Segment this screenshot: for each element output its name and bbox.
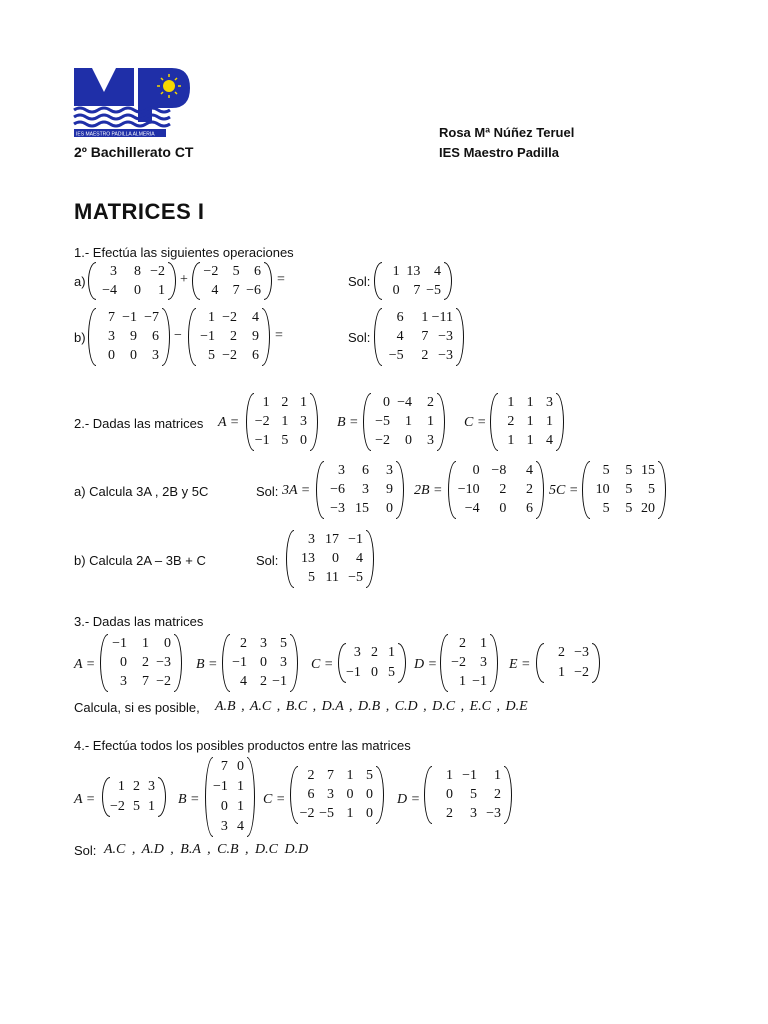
- matrix-cell: −11: [431, 309, 453, 325]
- matrix-cell: 2: [427, 394, 434, 410]
- matrix-cell: 2: [494, 786, 501, 802]
- matrix-cell: 3: [120, 674, 127, 690]
- matrix-cell: −1: [472, 674, 487, 690]
- school-name: IES Maestro Padilla: [439, 145, 559, 160]
- matrix-cell: 1: [262, 394, 270, 410]
- p1-heading: 1.- Efectúa las siguientes operaciones: [74, 245, 294, 260]
- matrix-cell: 3: [108, 328, 115, 344]
- matrix-cell: 7: [108, 309, 115, 325]
- matrix-cell: −2: [451, 654, 466, 670]
- matrix-cell: 4: [525, 462, 533, 478]
- matrix-cell: 0: [237, 759, 244, 774]
- matrix-cell: 0: [332, 550, 339, 566]
- matrix-cell: 1: [208, 309, 215, 325]
- right-parenthesis: [556, 393, 564, 451]
- matrix-cell: 0: [446, 786, 453, 802]
- matrix-cell: 1: [158, 282, 165, 298]
- p1-b-matrix-1: [88, 308, 170, 366]
- matrix-cell: 3: [308, 531, 315, 547]
- right-parenthesis: [158, 777, 166, 817]
- equals-sign: =: [277, 272, 285, 287]
- matrix-cell: 2: [558, 645, 565, 660]
- matrix-cell: −2: [375, 433, 390, 449]
- left-parenthesis: [582, 461, 590, 519]
- right-parenthesis: [290, 634, 298, 692]
- matrix-cell: 2: [307, 767, 315, 783]
- right-parenthesis: [444, 262, 452, 300]
- matrix-cell: 1: [526, 433, 534, 449]
- right-parenthesis: [592, 643, 600, 683]
- matrix-cell: 1: [237, 799, 244, 814]
- p2-heading: 2.- Dadas las matrices: [74, 416, 204, 431]
- matrix-cell: 5: [388, 665, 395, 680]
- p1-b-matrix-2: [188, 308, 270, 366]
- matrix-cell: 1: [494, 767, 501, 783]
- matrix-cell: 1: [446, 767, 453, 783]
- matrix-cell: 1: [421, 309, 429, 325]
- matrix-cell: −1: [122, 309, 137, 325]
- matrix-cell: −3: [486, 806, 501, 822]
- matrix-cell: −5: [375, 413, 390, 429]
- matrix-cell: 6: [254, 263, 261, 279]
- left-parenthesis: [286, 530, 294, 588]
- matrix-cell: 0: [299, 433, 307, 449]
- left-parenthesis: [374, 308, 382, 366]
- matrix-cell: 1: [546, 413, 553, 429]
- matrix-cell: 7: [421, 328, 429, 344]
- matrix-cell: 3: [427, 433, 434, 449]
- matrix-cell: −1: [254, 433, 270, 449]
- p1-a-solution: [374, 262, 452, 300]
- right-parenthesis: [247, 757, 255, 837]
- matrix-cell: −1: [346, 665, 361, 680]
- left-parenthesis: [222, 634, 230, 692]
- matrix-cell: −5: [348, 570, 363, 586]
- matrix-cell: 0: [260, 654, 267, 670]
- p3-a-label: A =: [74, 657, 96, 672]
- matrix-cell: 2: [446, 806, 453, 822]
- p3-matrix-a: [100, 634, 182, 692]
- matrix-cell: 3: [280, 654, 287, 670]
- left-parenthesis: [100, 634, 108, 692]
- matrix-cell: −2: [110, 799, 125, 814]
- matrix-cell: 3: [362, 481, 369, 497]
- matrix-cell: 7: [413, 282, 421, 298]
- matrix-cell: 6: [152, 328, 159, 344]
- matrix-cell: −2: [156, 674, 171, 690]
- left-parenthesis: [363, 393, 371, 451]
- matrix-cell: 6: [396, 309, 404, 325]
- matrix-cell: −2: [254, 413, 270, 429]
- matrix-cell: 3: [353, 645, 361, 660]
- matrix-cell: 1: [507, 394, 515, 410]
- matrix-cell: 3: [220, 819, 228, 834]
- left-parenthesis: [338, 643, 346, 683]
- matrix-cell: −1: [272, 674, 287, 690]
- p4-matrix-b: [205, 757, 255, 837]
- matrix-cell: 3: [338, 462, 345, 478]
- matrix-cell: −2: [299, 806, 315, 822]
- matrix-cell: 5: [281, 433, 289, 449]
- matrix-cell: 11: [325, 570, 339, 586]
- matrix-cell: 1: [427, 413, 434, 429]
- p2-matrix-b: [363, 393, 445, 451]
- p3-matrix-d: [440, 634, 498, 692]
- matrix-cell: 3: [148, 779, 155, 794]
- p2-matrix-a: [246, 393, 318, 451]
- matrix-cell: −1: [232, 654, 247, 670]
- matrix-cell: −1: [112, 635, 127, 651]
- p2-a-sol-label: Sol:: [256, 484, 279, 499]
- matrix-cell: 1: [507, 433, 515, 449]
- p4-sol-list: A.C , A.D , B.A , C.B , D.C D.D: [104, 842, 309, 857]
- left-parenthesis: [246, 393, 254, 451]
- p4-c-label: C =: [263, 792, 286, 807]
- left-parenthesis: [192, 262, 200, 300]
- matrix-cell: 4: [252, 309, 259, 325]
- matrix-cell: 1: [558, 665, 565, 680]
- svg-text:IES MAESTRO PADILLA ALMERIA: IES MAESTRO PADILLA ALMERIA: [76, 131, 155, 138]
- matrix-cell: 4: [433, 263, 441, 279]
- plus-sign: +: [180, 272, 188, 287]
- matrix-cell: 0: [366, 786, 373, 802]
- matrix-cell: 5: [232, 263, 240, 279]
- p2-b-text: b) Calcula 2A – 3B + C: [74, 553, 206, 568]
- p3-matrix-c: [338, 643, 406, 683]
- left-parenthesis: [424, 766, 432, 824]
- p2-b-label: B =: [337, 415, 359, 430]
- right-parenthesis: [376, 766, 384, 824]
- left-parenthesis: [536, 643, 544, 683]
- matrix-cell: 3: [110, 263, 117, 279]
- matrix-cell: 2: [507, 413, 515, 429]
- matrix-cell: −3: [438, 348, 453, 364]
- matrix-cell: −5: [319, 806, 334, 822]
- p4-matrix-d: [424, 766, 512, 824]
- matrix-cell: −2: [222, 348, 237, 364]
- p2-matrix-c: [490, 393, 564, 451]
- matrix-cell: −2: [203, 263, 219, 279]
- p2-2b-matrix: [448, 461, 544, 519]
- matrix-cell: −3: [156, 654, 171, 670]
- matrix-cell: 3: [386, 462, 393, 478]
- matrix-cell: −6: [330, 481, 345, 497]
- matrix-cell: −1: [462, 767, 477, 783]
- matrix-cell: −8: [491, 462, 507, 478]
- p3-heading: 3.- Dadas las matrices: [74, 614, 204, 629]
- logo-mp-icon: [72, 66, 194, 138]
- matrix-cell: 20: [640, 501, 655, 517]
- p4-a-label: A =: [74, 792, 96, 807]
- right-parenthesis: [536, 461, 544, 519]
- matrix-cell: −1: [348, 531, 363, 547]
- matrix-cell: 2: [142, 654, 149, 670]
- p3-b-label: B =: [196, 657, 218, 672]
- author-name: Rosa Mª Núñez Teruel: [439, 125, 575, 140]
- matrix-cell: 17: [325, 531, 339, 547]
- matrix-cell: 0: [220, 799, 228, 814]
- matrix-cell: 5: [470, 786, 477, 802]
- matrix-cell: 0: [499, 501, 507, 517]
- matrix-cell: 0: [164, 635, 171, 651]
- matrix-cell: 5: [132, 799, 140, 814]
- matrix-cell: −10: [457, 481, 480, 497]
- right-parenthesis: [310, 393, 318, 451]
- right-parenthesis: [174, 634, 182, 692]
- matrix-cell: −6: [246, 282, 261, 298]
- matrix-cell: −4: [102, 282, 117, 298]
- matrix-cell: 5: [602, 462, 610, 478]
- page-title: MATRICES I: [74, 199, 205, 224]
- matrix-cell: 15: [640, 462, 655, 478]
- p2-3a-label: 3A =: [282, 483, 311, 498]
- matrix-cell: 6: [525, 501, 533, 517]
- matrix-cell: 1: [459, 674, 466, 690]
- matrix-cell: 1: [388, 645, 395, 660]
- minus-sign: −: [174, 328, 182, 343]
- matrix-cell: 2: [260, 674, 267, 690]
- matrix-cell: 0: [134, 282, 141, 298]
- left-parenthesis: [490, 393, 498, 451]
- matrix-cell: 1: [299, 394, 307, 410]
- matrix-cell: 2: [421, 348, 429, 364]
- matrix-cell: 5: [625, 462, 633, 478]
- matrix-cell: 6: [307, 786, 315, 802]
- p1-b-label: b): [74, 330, 86, 345]
- p3-matrix-e: [536, 643, 600, 683]
- p1-a-sol-label: Sol:: [348, 274, 371, 289]
- equals-sign: =: [275, 328, 283, 343]
- school-logo: [72, 66, 194, 138]
- right-parenthesis: [504, 766, 512, 824]
- matrix-cell: 0: [386, 501, 393, 517]
- left-parenthesis: [205, 757, 213, 837]
- p1-a-label: a): [74, 274, 86, 289]
- matrix-cell: 1: [117, 779, 125, 794]
- right-parenthesis: [437, 393, 445, 451]
- matrix-cell: 4: [240, 674, 247, 690]
- left-parenthesis: [102, 777, 110, 817]
- matrix-cell: 0: [108, 348, 115, 364]
- matrix-cell: 0: [405, 433, 412, 449]
- right-parenthesis: [264, 262, 272, 300]
- matrix-cell: −7: [144, 309, 159, 325]
- p2-5c-label: 5C =: [549, 483, 579, 498]
- matrix-cell: 9: [252, 328, 259, 344]
- matrix-cell: 6: [252, 348, 259, 364]
- p3-matrix-b: [222, 634, 298, 692]
- p4-heading: 4.- Efectúa todos los posibles productos entre las matrices: [74, 738, 411, 753]
- matrix-cell: 2: [132, 779, 140, 794]
- p1-b-solution: [374, 308, 464, 366]
- matrix-cell: 7: [220, 759, 228, 774]
- p2-b-solution: [286, 530, 374, 588]
- matrix-cell: 3: [480, 654, 487, 670]
- matrix-cell: 6: [362, 462, 369, 478]
- matrix-cell: 7: [327, 767, 334, 783]
- matrix-cell: 7: [142, 674, 149, 690]
- matrix-cell: 1: [281, 413, 289, 429]
- matrix-cell: 7: [232, 282, 240, 298]
- matrix-cell: 1: [405, 413, 412, 429]
- matrix-cell: 0: [120, 654, 127, 670]
- matrix-cell: 0: [370, 665, 378, 680]
- matrix-cell: 2: [499, 481, 507, 497]
- matrix-cell: −3: [438, 328, 453, 344]
- p2-5c-matrix: [582, 461, 666, 519]
- matrix-cell: 9: [386, 481, 393, 497]
- course-name: 2º Bachillerato CT: [74, 144, 194, 160]
- matrix-cell: −3: [330, 501, 345, 517]
- matrix-cell: 2: [370, 645, 378, 660]
- p3-c-label: C =: [311, 657, 334, 672]
- p2-2b-label: 2B =: [414, 483, 443, 498]
- right-parenthesis: [456, 308, 464, 366]
- matrix-cell: −5: [426, 282, 441, 298]
- left-parenthesis: [316, 461, 324, 519]
- matrix-cell: 13: [301, 550, 315, 566]
- left-parenthesis: [88, 262, 96, 300]
- left-parenthesis: [188, 308, 196, 366]
- p2-a-text: a) Calcula 3A , 2B y 5C: [74, 484, 209, 499]
- matrix-cell: 3: [546, 394, 553, 410]
- matrix-cell: 1: [480, 635, 487, 651]
- matrix-cell: 1: [346, 767, 354, 783]
- p2-3a-matrix: [316, 461, 404, 519]
- right-parenthesis: [262, 308, 270, 366]
- right-parenthesis: [162, 308, 170, 366]
- matrix-cell: −1: [213, 779, 228, 794]
- matrix-cell: −2: [222, 309, 237, 325]
- matrix-cell: −1: [200, 328, 215, 344]
- matrix-cell: 5: [625, 501, 633, 517]
- matrix-cell: 5: [308, 570, 315, 586]
- matrix-cell: 1: [142, 635, 149, 651]
- matrix-cell: 8: [134, 263, 141, 279]
- right-parenthesis: [366, 530, 374, 588]
- p1-a-matrix-1: [88, 262, 176, 300]
- matrix-cell: 9: [130, 328, 137, 344]
- p3-calc-list: A.B , A.C , B.C , D.A , D.B , C.D , D.C , E.C , D.E: [215, 699, 528, 714]
- matrix-cell: 0: [366, 806, 373, 822]
- matrix-cell: 3: [299, 413, 307, 429]
- right-parenthesis: [658, 461, 666, 519]
- p4-matrix-a: [102, 777, 166, 817]
- matrix-cell: 2: [525, 481, 533, 497]
- matrix-cell: 0: [130, 348, 137, 364]
- matrix-cell: 0: [472, 462, 480, 478]
- p4-b-label: B =: [178, 792, 200, 807]
- matrix-cell: 0: [392, 282, 400, 298]
- p4-sol-label: Sol:: [74, 843, 97, 858]
- matrix-cell: 3: [260, 635, 267, 651]
- matrix-cell: −4: [397, 394, 412, 410]
- matrix-cell: 4: [211, 282, 219, 298]
- matrix-cell: 5: [602, 501, 610, 517]
- matrix-cell: 4: [356, 550, 363, 566]
- p1-b-sol-label: Sol:: [348, 330, 371, 345]
- matrix-cell: 0: [346, 786, 354, 802]
- matrix-cell: 1: [237, 779, 244, 794]
- matrix-cell: 1: [346, 806, 354, 822]
- p2-a-label: A =: [218, 415, 240, 430]
- p2-b-sol-label: Sol:: [256, 553, 279, 568]
- p3-e-label: E =: [509, 657, 531, 672]
- p1-a-matrix-2: [192, 262, 272, 300]
- matrix-cell: −4: [464, 501, 480, 517]
- matrix-cell: 13: [406, 263, 421, 279]
- left-parenthesis: [440, 634, 448, 692]
- left-parenthesis: [448, 461, 456, 519]
- left-parenthesis: [290, 766, 298, 824]
- matrix-cell: −3: [574, 645, 589, 660]
- matrix-cell: 2: [281, 394, 289, 410]
- right-parenthesis: [490, 634, 498, 692]
- matrix-cell: 1: [526, 394, 534, 410]
- left-parenthesis: [88, 308, 96, 366]
- matrix-cell: 1: [392, 263, 400, 279]
- p2-c-label: C =: [464, 415, 487, 430]
- matrix-cell: 2: [230, 328, 237, 344]
- matrix-cell: 10: [595, 481, 610, 497]
- p3-d-label: D =: [414, 657, 438, 672]
- matrix-cell: 15: [355, 501, 369, 517]
- matrix-cell: 2: [459, 635, 466, 651]
- matrix-cell: −2: [150, 263, 165, 279]
- matrix-cell: 4: [237, 819, 244, 834]
- matrix-cell: 3: [470, 806, 477, 822]
- matrix-cell: 5: [208, 348, 215, 364]
- matrix-cell: 0: [383, 394, 390, 410]
- matrix-cell: −2: [574, 665, 589, 680]
- matrix-cell: 2: [240, 635, 247, 651]
- p4-matrix-c: [290, 766, 384, 824]
- matrix-cell: 5: [280, 635, 287, 651]
- p4-d-label: D =: [397, 792, 421, 807]
- right-parenthesis: [168, 262, 176, 300]
- matrix-cell: 5: [625, 481, 633, 497]
- matrix-cell: 5: [647, 481, 655, 497]
- p3-calc-text: Calcula, si es posible,: [74, 700, 200, 715]
- matrix-cell: 1: [148, 799, 155, 814]
- matrix-cell: 3: [327, 786, 334, 802]
- right-parenthesis: [398, 643, 406, 683]
- right-parenthesis: [396, 461, 404, 519]
- matrix-cell: 4: [396, 328, 404, 344]
- matrix-cell: 4: [546, 433, 553, 449]
- left-parenthesis: [374, 262, 382, 300]
- matrix-cell: 5: [366, 767, 373, 783]
- matrix-cell: 3: [152, 348, 159, 364]
- matrix-cell: −5: [388, 348, 404, 364]
- matrix-cell: 1: [526, 413, 534, 429]
